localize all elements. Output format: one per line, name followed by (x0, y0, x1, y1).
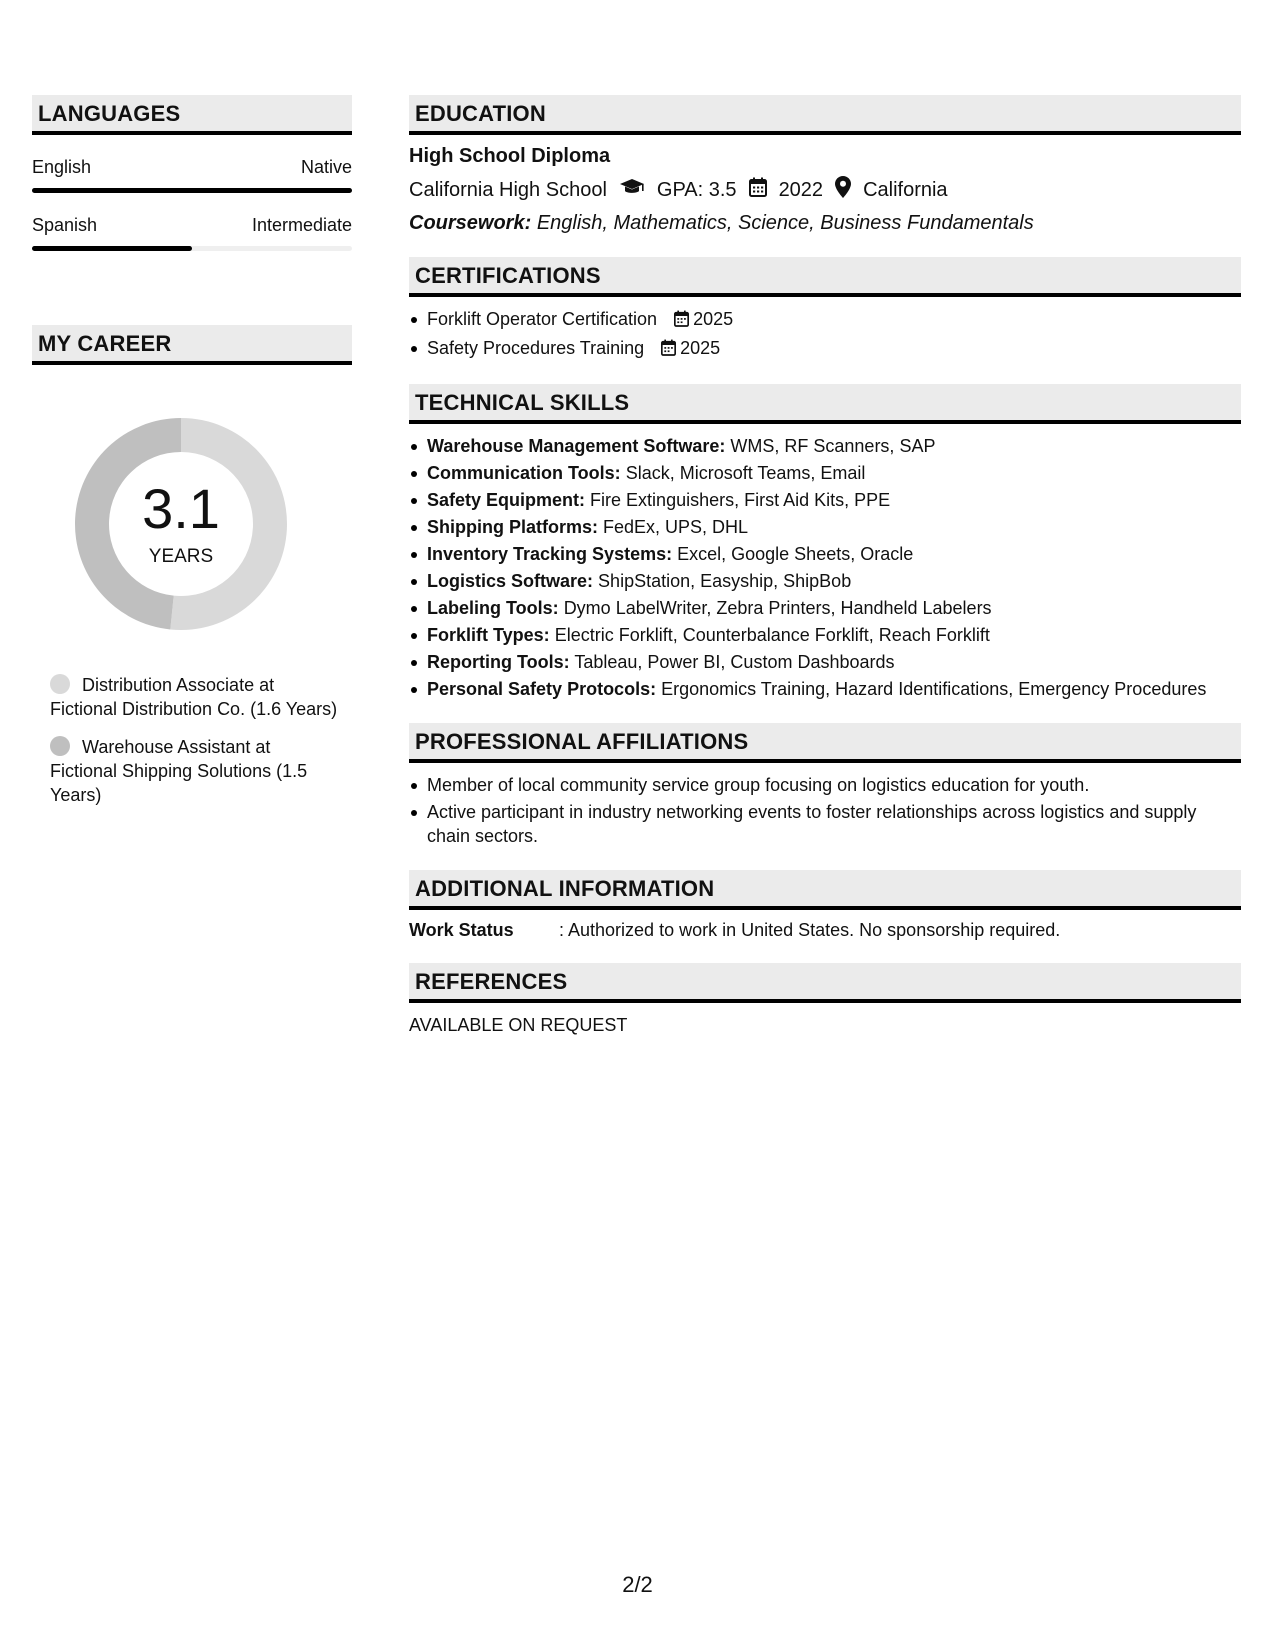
career-total-unit: YEARS (148, 546, 214, 567)
skill-value: Excel, Google Sheets, Oracle (677, 544, 914, 564)
references-heading: REFERENCES (409, 963, 1241, 1003)
languages-heading: LANGUAGES (32, 95, 352, 135)
skill-item (409, 515, 1241, 539)
skill-value: ShipStation, Easyship, ShipBob (598, 571, 852, 591)
career-legend (32, 673, 352, 807)
skill-label: Forklift Types: (427, 625, 550, 645)
career-legend-item (50, 735, 352, 807)
certification-item (409, 336, 1241, 362)
affiliation-item: Active participant in industry networking events to foster relationships across logistics and supply chain sectors. (409, 800, 1241, 848)
career-legend-item (50, 673, 352, 721)
education-location: California (863, 178, 948, 201)
language-name: English (32, 157, 92, 177)
coursework-label: Coursework: (409, 212, 532, 234)
career-legend-label: Warehouse Assistant at Fictional Shipping Solutions (1.5 Years) (50, 737, 308, 805)
skill-value: Tableau, Power BI, Custom Dashboards (574, 652, 895, 672)
certification-year: 2025 (680, 338, 721, 358)
left-column (32, 95, 352, 821)
skill-value: Electric Forklift, Counterbalance Forklift, Reach Forklift (554, 625, 990, 645)
additional-info-heading: ADDITIONAL INFORMATION (409, 870, 1241, 910)
career-heading: MY CAREER (32, 325, 352, 365)
education-school: California High School (409, 178, 607, 201)
references-text: AVAILABLE ON REQUEST (409, 1015, 628, 1035)
work-status-value: : Authorized to work in United States. No sponsorship required. (559, 920, 1061, 940)
graduation-cap-icon (619, 178, 645, 202)
skill-item (409, 542, 1241, 566)
language-proficiency-fill (32, 188, 352, 193)
calendar-icon (749, 177, 767, 203)
affiliations-section (409, 723, 1241, 848)
skill-value: Dymo LabelWriter, Zebra Printers, Handheld Labelers (563, 598, 992, 618)
education-heading: EDUCATION (409, 95, 1241, 135)
skill-label: Communication Tools: (427, 463, 621, 483)
skill-value: Ergonomics Training, Hazard Identifications, Emergency Procedures (661, 679, 1207, 699)
skill-value: WMS, RF Scanners, SAP (730, 436, 936, 456)
legend-dot (50, 736, 70, 756)
legend-dot (50, 674, 70, 694)
language-name: Spanish (32, 215, 98, 235)
skill-item (409, 569, 1241, 593)
skill-item (409, 677, 1241, 701)
work-status-row (409, 920, 1241, 941)
language-level: Intermediate (251, 215, 352, 235)
skill-item (409, 488, 1241, 512)
skills-list (409, 434, 1241, 701)
skill-label: Reporting Tools: (427, 652, 570, 672)
page-number: 2/2 (622, 1572, 653, 1597)
certifications-list (409, 307, 1241, 362)
additional-info-section (409, 870, 1241, 941)
affiliation-item: Member of local community service group focusing on logistics education for youth. (409, 773, 1241, 797)
skill-value: Fire Extinguishers, First Aid Kits, PPE (590, 490, 891, 510)
education-section (409, 95, 1241, 235)
skill-label: Logistics Software: (427, 571, 594, 591)
right-column (409, 95, 1241, 1058)
references-section (409, 963, 1241, 1036)
language-proficiency-bar (32, 246, 352, 251)
affiliations-list (409, 773, 1241, 848)
skill-value: Slack, Microsoft Teams, Email (625, 463, 866, 483)
education-details (409, 176, 1241, 204)
skill-item (409, 596, 1241, 620)
skill-label: Inventory Tracking Systems: (427, 544, 673, 564)
skills-section (409, 384, 1241, 701)
language-level: Native (300, 157, 352, 177)
certification-name: Safety Procedures Training (427, 338, 645, 358)
calendar-icon (674, 309, 689, 333)
skill-label: Safety Equipment: (427, 490, 586, 510)
career-legend-label: Distribution Associate at Fictional Distribution Co. (1.6 Years) (50, 675, 338, 719)
language-item-spanish (32, 215, 352, 251)
certifications-section (409, 257, 1241, 362)
skills-heading: TECHNICAL SKILLS (409, 384, 1241, 424)
language-proficiency-fill (32, 246, 192, 251)
certification-item (409, 307, 1241, 333)
work-status-label: Work Status (409, 920, 514, 940)
skill-label: Warehouse Management Software: (427, 436, 726, 456)
skill-item (409, 434, 1241, 458)
certifications-heading: CERTIFICATIONS (409, 257, 1241, 297)
language-item-english (32, 157, 352, 193)
career-total-value: 3.1 (142, 477, 220, 540)
career-donut-chart (66, 409, 296, 639)
education-degree: High School Diploma (409, 145, 611, 167)
skill-label: Shipping Platforms: (427, 517, 598, 537)
coursework-list: English, Mathematics, Science, Business Fundamentals (536, 212, 1034, 234)
certification-name: Forklift Operator Certification (427, 309, 658, 329)
skill-item (409, 650, 1241, 674)
affiliations-heading: PROFESSIONAL AFFILIATIONS (409, 723, 1241, 763)
skill-value: FedEx, UPS, DHL (603, 517, 749, 537)
calendar-icon (661, 338, 676, 362)
skill-item (409, 623, 1241, 647)
certification-year: 2025 (693, 309, 734, 329)
skill-label: Labeling Tools: (427, 598, 559, 618)
map-pin-icon (835, 176, 851, 204)
education-gpa: GPA: 3.5 (656, 178, 737, 201)
skill-label: Personal Safety Protocols: (427, 679, 657, 699)
skill-item (409, 461, 1241, 485)
language-proficiency-bar (32, 188, 352, 193)
education-year: 2022 (778, 178, 824, 201)
education-coursework (409, 212, 1241, 235)
